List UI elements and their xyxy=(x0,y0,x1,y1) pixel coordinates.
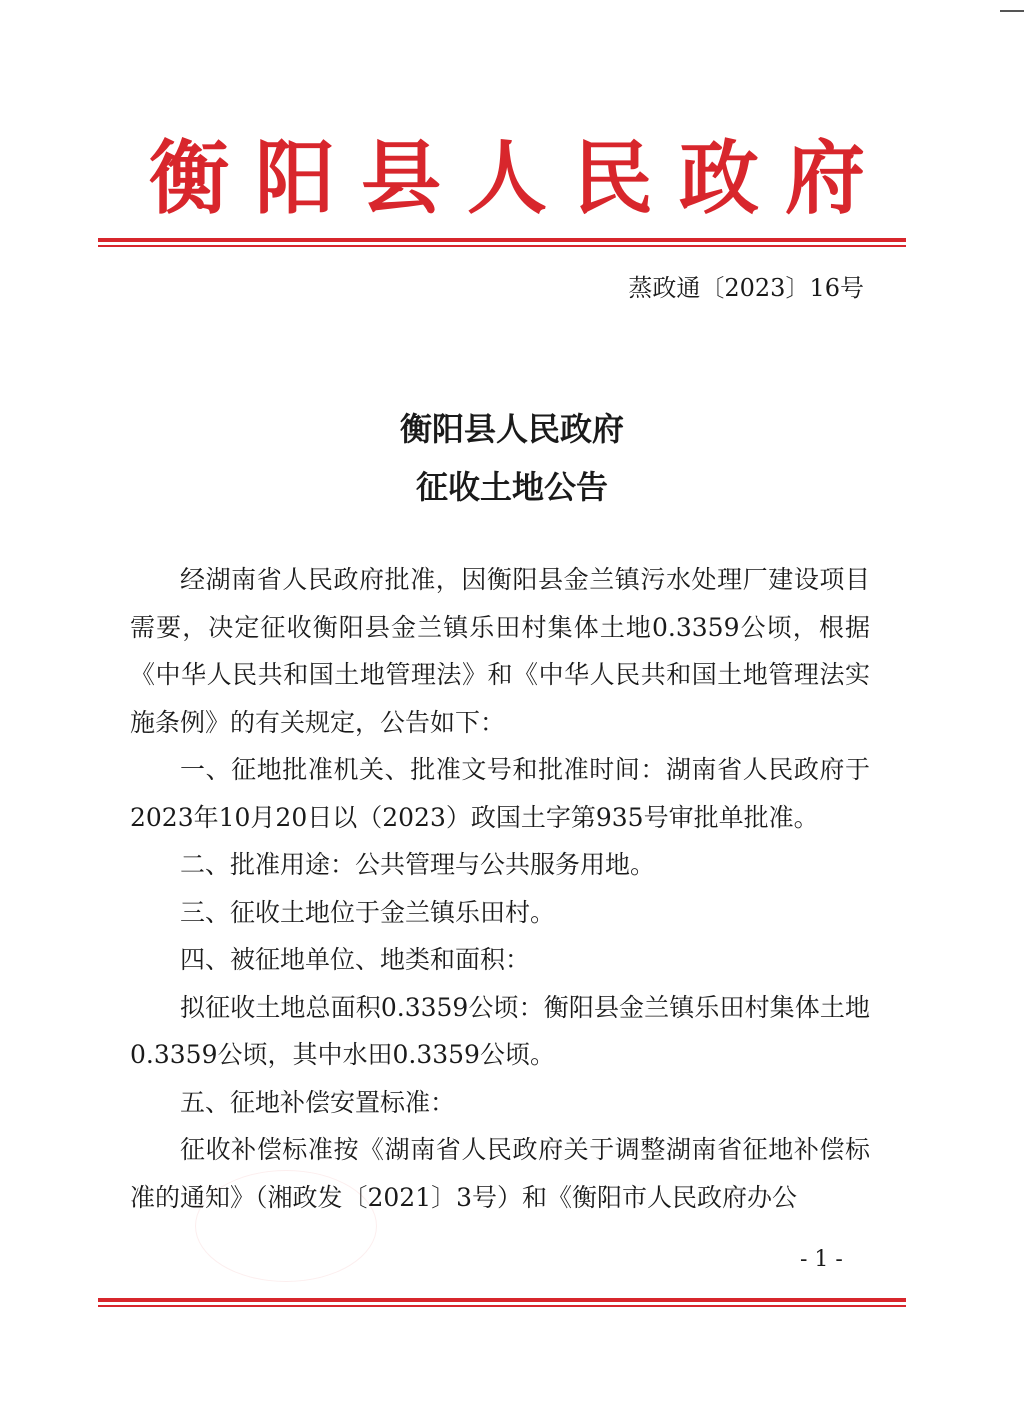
header-red-rule-thin xyxy=(98,245,906,247)
body-paragraph-compensation: 征收补偿标准按《湖南省人民政府关于调整湖南省征地补偿标准的通知》（湘政发〔2021〕3号）和《衡阳市人民政府办公 xyxy=(130,1135,870,1212)
body-paragraph-area: 拟征收土地总面积0.3359公顷：衡阳县金兰镇乐田村集体土地0.3359公顷，其中水田0.3359公顷。 xyxy=(130,992,870,1069)
page-number: - 1 - xyxy=(800,1247,843,1272)
footer-red-rule-thick xyxy=(98,1298,906,1302)
body-paragraph-approval: 一、征地批准机关、批准文号和批准时间：湖南省人民政府于2023年10月20日以（2023）政国土字第935号审批单批准。 xyxy=(130,755,870,832)
header-red-rule-thick xyxy=(98,238,906,242)
body-paragraph-units-heading: 四、被征地单位、地类和面积： xyxy=(180,945,531,974)
body-paragraph-compensation-heading: 五、征地补偿安置标准： xyxy=(180,1087,456,1117)
document-body xyxy=(130,556,870,1221)
header-red-rule xyxy=(98,238,906,247)
issuer-header-title: 衡阳县人民政府 xyxy=(149,131,891,225)
body-paragraph-purpose: 二、批准用途：公共管理与公共服务用地。 xyxy=(180,850,656,879)
body-paragraph-intro: 经湖南省人民政府批准，因衡阳县金兰镇污水处理厂建设项目需要，决定征收衡阳县金兰镇乐田村集体土地0.3359公顷，根据《中华人民共和国土地管理法》和《中华人民共和国土地管理法实施条例》的有关规定，公告如下： xyxy=(130,565,870,737)
document-title-line1: 衡阳县人民政府 xyxy=(399,410,624,448)
footer-red-rule xyxy=(98,1298,906,1307)
document-number: 蒸政通〔2023〕16号 xyxy=(628,274,864,302)
body-paragraph-location: 三、征收土地位于金兰镇乐田村。 xyxy=(180,897,556,927)
document-title-line2: 征收土地公告 xyxy=(415,468,608,506)
footer-red-rule-thin xyxy=(98,1305,906,1307)
corner-scan-mark xyxy=(1000,10,1024,12)
faint-stamp-trace xyxy=(195,1170,377,1282)
